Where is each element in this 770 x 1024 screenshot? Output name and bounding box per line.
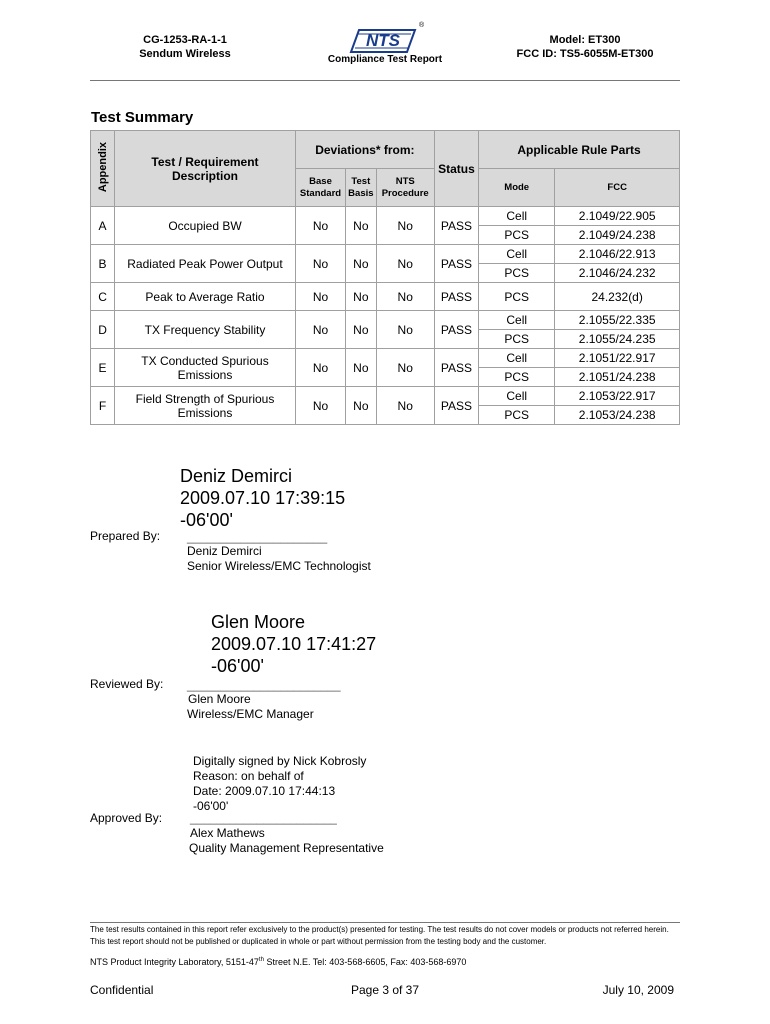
page-number: Page 3 of 37 — [350, 983, 420, 997]
description-cell: Radiated Peak Power Output — [115, 245, 296, 283]
prepared-signature — [180, 465, 345, 531]
table-row — [91, 387, 680, 406]
fcc-cell: 2.1053/22.917 — [555, 387, 680, 406]
test-cell: No — [346, 311, 376, 349]
signature-line: 2009.07.10 17:41:27 — [211, 634, 377, 654]
address-text: Street N.E. Tel: 403-568-6605, Fax: 403-568-6970 — [263, 957, 467, 967]
footer-address — [90, 957, 466, 967]
approved-title: Quality Management Representative — [189, 841, 384, 855]
report-number: CG-1253-RA-1-1 — [143, 34, 227, 46]
company-name: Sendum Wireless — [139, 48, 231, 60]
description-cell: TX Frequency Stability — [115, 311, 296, 349]
nts-cell: No — [376, 207, 434, 245]
mode-header: Mode — [479, 169, 555, 207]
table-row — [91, 349, 680, 368]
deviations-header: Deviations* from: — [295, 131, 434, 169]
appendix-cell: B — [91, 245, 115, 283]
appendix-cell: C — [91, 283, 115, 311]
status-header: Status — [434, 131, 478, 207]
fcc-cell: 2.1053/24.238 — [555, 406, 680, 425]
fcc-cell: 2.1049/22.905 — [555, 207, 680, 226]
status-cell: PASS — [434, 349, 478, 387]
rule-parts-header: Applicable Rule Parts — [479, 131, 680, 169]
table-row — [91, 245, 680, 264]
approved-by-label: Approved By: — [90, 811, 163, 825]
mode-cell: Cell — [479, 207, 555, 226]
base-standard-header: Base Standard — [295, 169, 345, 207]
test-summary-table — [90, 130, 680, 425]
test-cell: No — [346, 283, 376, 311]
reviewed-name: Glen Moore — [188, 692, 251, 706]
fcc-header: FCC — [555, 169, 680, 207]
signature-line: -06'00' — [193, 799, 229, 813]
base-cell: No — [295, 311, 345, 349]
nts-logo — [345, 22, 425, 54]
mode-cell: Cell — [479, 245, 555, 264]
prepared-name: Deniz Demirci — [187, 544, 262, 558]
signature-line: -06'00' — [180, 510, 233, 530]
base-cell: No — [295, 245, 345, 283]
signature-line: 2009.07.10 17:39:15 — [180, 488, 346, 508]
prepared-by-label: Prepared By: — [90, 529, 161, 543]
fcc-cell: 2.1051/22.917 — [555, 349, 680, 368]
fcc-cell: 2.1046/22.913 — [555, 245, 680, 264]
description-cell: Occupied BW — [115, 207, 296, 245]
status-cell: PASS — [434, 311, 478, 349]
footer-date: July 10, 2009 — [602, 983, 674, 997]
prepared-underline: _____________________ — [187, 530, 328, 544]
approved-underline: ______________________ — [190, 811, 337, 825]
mode-cell: PCS — [479, 283, 555, 311]
base-cell: No — [295, 283, 345, 311]
approved-signature — [193, 754, 366, 814]
fcc-cell: 2.1046/24.232 — [555, 264, 680, 283]
signature-line: Date: 2009.07.10 17:44:13 — [193, 784, 336, 798]
nts-cell: No — [376, 245, 434, 283]
mode-cell: Cell — [479, 311, 555, 330]
fcc-cell: 2.1055/24.235 — [555, 330, 680, 349]
address-superscript: th — [258, 957, 264, 963]
status-cell: PASS — [434, 245, 478, 283]
header-left — [120, 33, 250, 61]
signature-line: Glen Moore — [211, 612, 306, 632]
section-title: Test Summary — [91, 109, 194, 126]
test-cell: No — [346, 245, 376, 283]
signature-line: -06'00' — [211, 656, 264, 676]
description-cell: TX Conducted Spurious Emissions — [115, 349, 296, 387]
header-right — [510, 33, 660, 61]
mode-cell: Cell — [479, 387, 555, 406]
test-cell: No — [346, 387, 376, 425]
fcc-id: FCC ID: TS5-6055M-ET300 — [516, 48, 654, 60]
footer-disclaimer: The test results contained in this report refer exclusively to the product(s) presented for testing. The test results do not cover models or products not referred herein. This test report should not be published or duplicated in whole or part without permission from the testing body and the customer. — [90, 925, 669, 946]
header-divider — [90, 80, 680, 81]
fcc-cell: 2.1049/24.238 — [555, 226, 680, 245]
mode-cell: PCS — [479, 264, 555, 283]
status-cell: PASS — [434, 207, 478, 245]
base-cell: No — [295, 207, 345, 245]
mode-cell: PCS — [479, 330, 555, 349]
nts-cell: No — [376, 311, 434, 349]
appendix-cell: D — [91, 311, 115, 349]
footer-confidential: Confidential — [90, 983, 154, 997]
test-cell: No — [346, 207, 376, 245]
reviewed-title: Wireless/EMC Manager — [187, 707, 314, 721]
nts-cell: No — [376, 349, 434, 387]
fcc-cell: 2.1051/24.238 — [555, 368, 680, 387]
base-cell: No — [295, 387, 345, 425]
reviewed-signature — [211, 611, 376, 677]
signature-line: Reason: on behalf of — [193, 769, 304, 783]
description-cell: Field Strength of Spurious Emissions — [115, 387, 296, 425]
logo-text: NTS — [366, 31, 400, 50]
reviewed-underline: _______________________ — [187, 678, 341, 692]
appendix-header: Appendix — [91, 131, 115, 207]
nts-logo-graphic — [345, 26, 419, 54]
signature-line: Digitally signed by Nick Kobrosly — [193, 754, 367, 768]
appendix-cell: F — [91, 387, 115, 425]
test-cell: No — [346, 349, 376, 387]
fcc-cell: 24.232(d) — [555, 283, 680, 311]
nts-cell: No — [376, 387, 434, 425]
table-row — [91, 311, 680, 330]
report-caption: Compliance Test Report — [327, 54, 443, 65]
appendix-cell: E — [91, 349, 115, 387]
appendix-cell: A — [91, 207, 115, 245]
description-header: Test / Requirement Description — [115, 131, 296, 207]
test-basis-header: Test Basis — [346, 169, 376, 207]
signature-line: Deniz Demirci — [180, 466, 293, 486]
table-row — [91, 207, 680, 226]
prepared-title: Senior Wireless/EMC Technologist — [187, 559, 371, 573]
status-cell: PASS — [434, 387, 478, 425]
mode-cell: Cell — [479, 349, 555, 368]
mode-cell: PCS — [479, 226, 555, 245]
reviewed-by-label: Reviewed By: — [90, 677, 164, 691]
mode-cell: PCS — [479, 406, 555, 425]
approved-name: Alex Mathews — [190, 826, 265, 840]
base-cell: No — [295, 349, 345, 387]
model: Model: ET300 — [549, 34, 621, 46]
table-row — [91, 283, 680, 311]
mode-cell: PCS — [479, 368, 555, 387]
fcc-cell: 2.1055/22.335 — [555, 311, 680, 330]
nts-cell: No — [376, 283, 434, 311]
status-cell: PASS — [434, 283, 478, 311]
description-cell: Peak to Average Ratio — [115, 283, 296, 311]
nts-procedure-header: NTS Procedure — [376, 169, 434, 207]
address-text: NTS Product Integrity Laboratory, 5151-47 — [90, 957, 259, 967]
footer-divider — [90, 922, 680, 923]
registered-mark-icon: ® — [419, 22, 425, 29]
